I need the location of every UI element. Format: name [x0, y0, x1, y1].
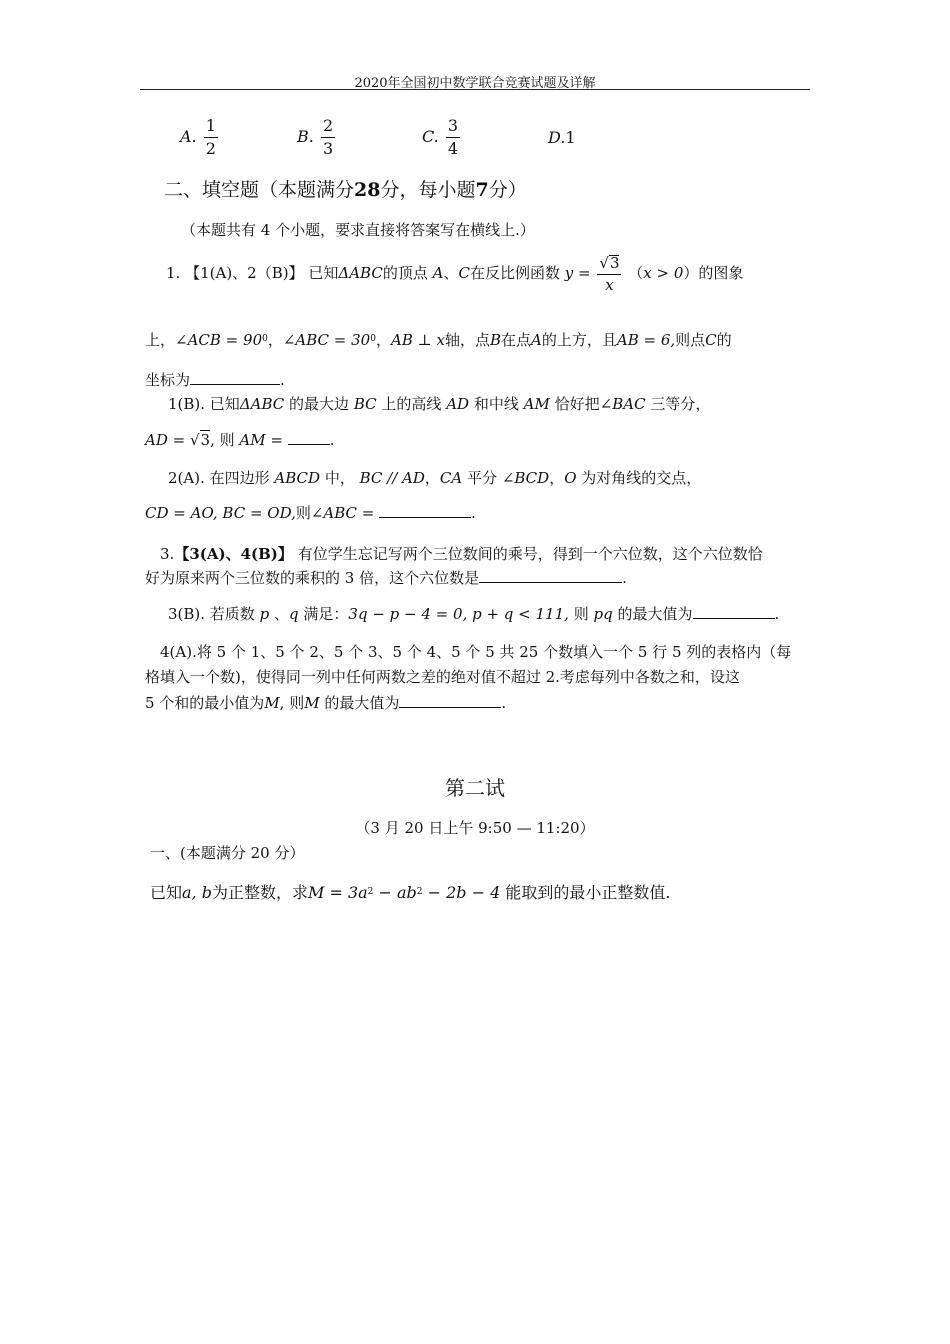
q1b-am: AM [523, 395, 550, 413]
q1b-text-5: 三等分， [650, 395, 711, 413]
q1-triangle: ΔABC [338, 264, 383, 282]
q3b-pq: pq [593, 605, 613, 623]
section-2-mid: 分，每小题 [380, 179, 476, 201]
q1b-ad: AD [446, 395, 470, 413]
part-2-time: （3 月 20 日上午 9:50 — 11:20） [355, 819, 595, 837]
question-2a-line-2 [145, 502, 476, 523]
q2a-equalities: CD = AO, BC = OD, [145, 504, 296, 522]
q1-point-b: B [489, 331, 501, 349]
p2-expr-b: − ab [373, 883, 417, 902]
option-c [422, 118, 462, 157]
section-2-score: 28 [354, 179, 381, 201]
option-a-label: A. [180, 127, 197, 146]
q1-cond: x > 0 [643, 264, 684, 282]
q1-period: . [280, 371, 285, 389]
q3b-sep: 、 [273, 605, 289, 623]
question-4a-line-3 [145, 692, 506, 713]
q1-comma-1: ， [267, 331, 283, 349]
option-a [180, 118, 220, 157]
q1-text-2: 的顶点 [382, 264, 428, 282]
q1-ab-eq: AB = 6, [616, 331, 676, 349]
q1-fraction-den: x [597, 274, 621, 293]
q2a-point-o: O [564, 469, 577, 487]
q1b-bc: BC [353, 395, 377, 413]
option-b [297, 118, 337, 157]
question-4a-line-1: 4(A).将 5 个 1、5 个 2、5 个 3、5 个 4、5 个 5 共 25 个数填入一个 5 行 5 列的表格内（每 [160, 643, 792, 661]
p2-expr-a: M = 3a [307, 883, 368, 902]
q1-text-4: 轴，点 [444, 331, 490, 349]
option-c-fraction [446, 118, 460, 157]
q2a-parallel: BC // AD [359, 469, 425, 487]
p2-exp-1: 2 [367, 887, 374, 897]
q4a-period: . [501, 694, 507, 712]
q3-text-1: 有位学生忘记写两个三位数间的乘号，得到一个六位数，这个六位数恰 [297, 545, 763, 563]
p2-expr-c: − 2b − 4 [422, 883, 501, 902]
q2a-abcd: ABCD [274, 469, 321, 487]
q4a-text-3c: 的最大值为 [324, 694, 400, 712]
q1-point-a: A [432, 264, 444, 282]
q1-text-7: 则点 [675, 331, 706, 349]
q1-text-6: 的上方，且 [541, 331, 617, 349]
option-b-label: B. [297, 127, 314, 146]
q1-perp: AB ⊥ x [390, 331, 445, 349]
option-a-den: 2 [205, 139, 216, 158]
q1b-ad-eq: AD = [145, 431, 186, 449]
q1-answer-blank [190, 383, 280, 385]
q3-answer-blank [479, 581, 622, 583]
option-d [548, 128, 576, 147]
question-2a-line-1 [168, 467, 701, 488]
q1b-text-6: , 则 [210, 431, 235, 449]
q1-angle-acb: ∠ACB = 90 [175, 331, 263, 349]
section-2-prefix: 二、填空题（本题满分 [164, 179, 355, 201]
question-1-line-1 [166, 255, 743, 293]
q4a-m: M [264, 694, 280, 712]
q2a-text-4: ， [549, 469, 565, 487]
option-d-value: 1 [565, 128, 576, 147]
q1b-text-3: 和中线 [473, 395, 519, 413]
q2a-text-3: 平分 [467, 469, 498, 487]
q1b-root: 3 [200, 431, 211, 449]
q1b-angle: ∠BAC [599, 395, 646, 413]
q3b-text-1: 满足： [303, 605, 349, 623]
q1-degree-2: 0 [370, 334, 376, 344]
section-2-heading [164, 175, 527, 202]
question-1-line-3 [145, 369, 285, 390]
q2a-text-1: 中， [324, 469, 355, 487]
option-d-label: D. [548, 128, 566, 147]
question-1b-line-2 [145, 429, 335, 450]
q1b-am-eq: AM = [239, 431, 283, 449]
q1-fraction-num: √3 [599, 254, 620, 272]
q1-point-a-2: A [531, 331, 542, 349]
q2a-lead: 2(A). 在四边形 [168, 469, 270, 487]
question-3-line-2 [145, 567, 627, 588]
q1-cond-close: ）的图象 [683, 264, 744, 282]
q3-tag: 【3(A)、4(B)】 [174, 545, 293, 563]
q3b-p: p [259, 605, 270, 623]
option-b-num: 2 [322, 116, 334, 135]
q1b-sqrt: √3 [189, 431, 211, 449]
part-2-question [150, 880, 670, 903]
question-3b [168, 603, 779, 624]
q1-comma-2: ， [375, 331, 391, 349]
section-2-each: 7 [475, 179, 489, 201]
option-b-fraction [321, 118, 335, 157]
q2a-text-6: 则 [295, 504, 311, 522]
q1b-period: . [329, 431, 335, 449]
q1-text-8: 的 [716, 331, 732, 349]
q2a-answer-blank [379, 516, 471, 518]
q4a-text-3b: , 则 [279, 694, 305, 712]
q1b-lead: 1(B). 已知 [168, 395, 240, 413]
q2a-period: . [471, 504, 476, 522]
option-c-num: 3 [447, 116, 459, 135]
option-c-label: C. [422, 127, 439, 146]
p2-text-1: 为正整数，求 [211, 883, 308, 902]
q4a-text-3a: 5 个和的最小值为 [145, 694, 265, 712]
question-1b-line-1 [168, 393, 710, 414]
q1-cond-open: （ [628, 264, 644, 282]
q1-point-c-2: C [705, 331, 717, 349]
q2a-angle-abc: ∠ABC = [310, 504, 375, 522]
q2a-ca: CA [439, 469, 463, 487]
q1-number: 1. [166, 264, 181, 282]
q1-point-c: C [458, 264, 470, 282]
q1-function-fraction [597, 255, 621, 293]
option-a-num: 1 [205, 116, 216, 135]
question-4a-line-2: 格填入一个数)，使得同一列中任何两数之差的绝对值不超过 2.考虑每列中各数之和，设这 [145, 668, 740, 686]
q1-text-3: 在反比例函数 [469, 264, 560, 282]
q3-text-2: 好为原来两个三位数的乘积的 3 倍，这个六位数是 [145, 569, 480, 587]
q3b-equation: 3q − p − 4 = 0, p + q < 111, [348, 605, 569, 623]
q1b-text-1: 的最大边 [289, 395, 350, 413]
q1b-triangle: ΔABC [239, 395, 285, 413]
header-rule [140, 89, 810, 90]
question-1-line-2 [145, 329, 732, 350]
q1-text-1: 已知 [308, 264, 339, 282]
q1-y-eq: y = [564, 264, 591, 282]
q3b-period: . [774, 605, 780, 623]
q2a-text-2: ， [424, 469, 440, 487]
q1-sep: 、 [443, 264, 459, 282]
q3-number: 3. [160, 545, 175, 563]
section-2-note: （本题共有 4 个小题，要求直接将答案写在横线上.） [181, 221, 535, 239]
option-c-den: 4 [447, 139, 459, 158]
q3b-text-3: 的最大值为 [617, 605, 693, 623]
q3b-answer-blank [693, 617, 775, 619]
q3b-lead: 3(B). 若质数 [168, 605, 255, 623]
part-2-title: 第二试 [445, 776, 505, 800]
option-b-den: 3 [322, 139, 334, 158]
q1-angle-abc: ∠ABC = 30 [282, 331, 371, 349]
q1b-answer-blank [288, 443, 330, 445]
q3b-q: q [289, 605, 299, 623]
q3b-text-2: 则 [573, 605, 589, 623]
q1-fraction-root: 3 [609, 254, 620, 272]
page-header: 2020年全国初中数学联合竞赛试题及详解 [354, 76, 596, 91]
q1-line2-a: 上， [145, 331, 176, 349]
q1b-text-2: 上的高线 [381, 395, 442, 413]
section-2-suffix: 分） [488, 179, 527, 201]
q1b-text-4: 恰好把 [554, 395, 600, 413]
q1-line3-text: 坐标为 [145, 371, 191, 389]
question-3-line-1 [160, 543, 763, 564]
q1-degree-1: 0 [262, 334, 268, 344]
q1-tag: 【1(A)、2（B)】 [185, 264, 304, 282]
q3-period: . [622, 569, 627, 587]
q2a-angle-bcd: ∠BCD [501, 469, 550, 487]
q2a-text-5: 为对角线的交点， [581, 469, 702, 487]
p2-exp-2: 2 [416, 887, 423, 897]
option-a-fraction [204, 118, 218, 157]
q4a-answer-blank [399, 706, 501, 708]
p2-ab: a, b [182, 883, 212, 902]
p2-lead: 已知 [150, 883, 183, 902]
p2-text-2: 能取到的最小正整数值. [505, 883, 671, 902]
q1-text-5: 在点 [501, 331, 532, 349]
q4a-m-2: M [304, 694, 320, 712]
part-2-section-1: 一、(本题满分 20 分） [150, 844, 305, 862]
